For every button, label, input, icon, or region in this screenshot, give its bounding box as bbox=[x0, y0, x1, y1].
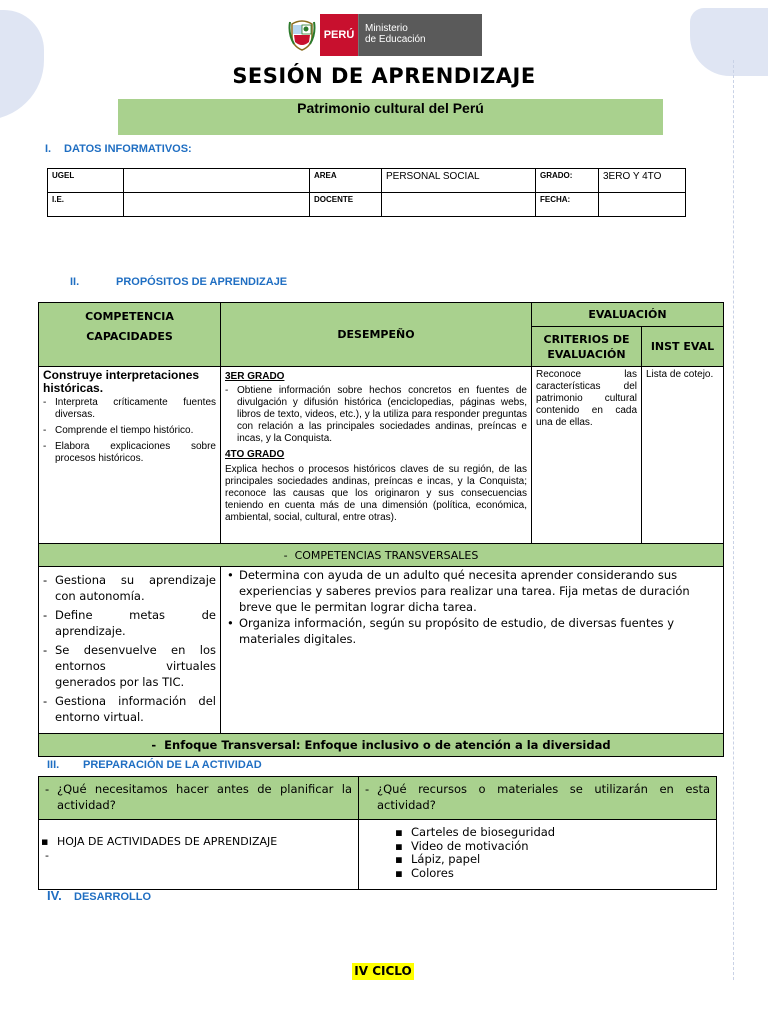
fecha-label: FECHA: bbox=[536, 193, 599, 217]
ugel-label: UGEL bbox=[48, 169, 124, 193]
transversales-right-cell bbox=[221, 567, 724, 734]
section-number: III. bbox=[47, 759, 60, 771]
header-evaluacion: EVALUACIÓN bbox=[532, 303, 724, 327]
desempeno-cell bbox=[221, 367, 532, 544]
header-criterios: CRITERIOS DE EVALUACIÓN bbox=[532, 327, 642, 367]
grado3-label: 3ER GRADO bbox=[225, 371, 285, 382]
question-2-text: - ¿Qué recursos o materiales se utilizarán en esta actividad? bbox=[365, 781, 710, 813]
logo-country-label: PERÚ bbox=[320, 14, 358, 56]
answer-1-dash: - bbox=[45, 849, 49, 862]
ie-label: I.E. bbox=[48, 193, 124, 217]
section-number: IV. bbox=[47, 888, 62, 903]
transversal-desempeno-item: • Determina con ayuda de un adulto qué necesita aprender considerando sus experiencias y saberes previos para realizar una tarea. Fija metas de duración breve que le permitan lograr dicha tarea. bbox=[225, 567, 719, 615]
header-desempeno: DESEMPEÑO bbox=[221, 303, 532, 367]
coat-of-arms-icon bbox=[284, 14, 320, 56]
capacidad-item: - Interpreta críticamente fuentes diversas. bbox=[43, 397, 216, 421]
section-heading-preparacion bbox=[47, 759, 262, 771]
transversal-item: - Se desenvuelve en los entornos virtuales generados por las TIC. bbox=[43, 642, 216, 690]
competencia-title: Construye interpretaciones históricas. bbox=[43, 368, 200, 395]
grado3-list bbox=[225, 385, 527, 445]
grado-label: GRADO: bbox=[536, 169, 599, 193]
question-1-text: - ¿Qué necesitamos hacer antes de planificar la actividad? bbox=[45, 781, 352, 813]
criterio-cell: Reconoce las características del patrimonio cultural contenido en cada una de ellas. bbox=[532, 367, 642, 544]
transversal-item: - Gestiona información del entorno virtual. bbox=[43, 693, 216, 725]
logo-ministry-line1: Ministerio bbox=[365, 23, 408, 34]
ie-value[interactable] bbox=[124, 193, 310, 217]
area-value[interactable]: PERSONAL SOCIAL bbox=[382, 169, 536, 193]
capacidad-item: - Elabora explicaciones sobre procesos históricos. bbox=[43, 441, 216, 465]
section-title: DESARROLLO bbox=[74, 891, 151, 903]
transversales-left-cell bbox=[39, 567, 221, 734]
grado4-label: 4TO GRADO bbox=[225, 449, 285, 460]
header-capacidades-label: CAPACIDADES bbox=[86, 330, 173, 343]
header-competencia bbox=[39, 303, 221, 367]
grado3-text: - Obtiene información sobre hechos concretos en fuentes de divulgación y difusión histórica (enciclopedias, páginas webs, libros de texto, videos, etc.), y la utiliza para responder preguntas con relación a las principales sociedades andinas, preíncas e incas, y la Conquista. bbox=[225, 385, 527, 445]
transversales-title: COMPETENCIAS TRANSVERSALES bbox=[294, 548, 479, 562]
enfoque-row: - Enfoque Transversal: Enfoque inclusivo o de atención a la diversidad bbox=[39, 734, 724, 757]
logo-ministry-label bbox=[358, 14, 482, 56]
material-item: ▪ Carteles de bioseguridad bbox=[389, 826, 710, 840]
grado4-text: Explica hechos o procesos históricos claves de su región, de las principales sociedades andinas, preíncas e incas, y la Conquista; reconoce las causas que los originaron y sus consecuencias teniendo en cuenta más de una dimensión (política, económica, ambiental, social, cultural, entre otras). bbox=[225, 464, 527, 523]
section-number: II. bbox=[70, 276, 80, 288]
session-topic: Patrimonio cultural del Perú bbox=[118, 99, 663, 135]
capacidad-item: - Comprende el tiempo histórico. bbox=[43, 425, 216, 437]
transversales-desempenos-list bbox=[225, 567, 719, 647]
area-label: AREA bbox=[310, 169, 382, 193]
header-competencia-label: COMPETENCIA bbox=[85, 310, 174, 323]
preparacion-answer-1 bbox=[39, 820, 359, 890]
material-item: ▪ Video de motivación bbox=[389, 840, 710, 854]
section-number: I. bbox=[45, 143, 52, 155]
preparacion-answer-2 bbox=[359, 820, 717, 890]
minedu-logo bbox=[284, 14, 482, 56]
preparacion-question-1 bbox=[39, 777, 359, 820]
fecha-value[interactable] bbox=[599, 193, 686, 217]
material-item: ▪ Colores bbox=[389, 867, 710, 881]
section-title: DATOS INFORMATIVOS: bbox=[64, 143, 192, 155]
enfoque-text: Enfoque Transversal: Enfoque inclusivo o de atención a la diversidad bbox=[164, 738, 611, 752]
transversales-capacidades-list bbox=[43, 572, 216, 725]
transversal-item: - Define metas de aprendizaje. bbox=[43, 607, 216, 639]
margin-guide-line bbox=[733, 60, 734, 980]
section-title: PREPARACIÓN DE LA ACTIVIDAD bbox=[83, 759, 262, 771]
answer-1-item: ▪ HOJA DE ACTIVIDADES DE APRENDIZAJE bbox=[35, 834, 352, 850]
section-heading-datos bbox=[45, 143, 192, 155]
section-heading-propositos bbox=[70, 276, 287, 288]
grado-value[interactable]: 3ERO Y 4TO bbox=[599, 169, 686, 193]
info-table bbox=[47, 168, 686, 217]
transversal-item: - Gestiona su aprendizaje con autonomía. bbox=[43, 572, 216, 604]
docente-value[interactable] bbox=[382, 193, 536, 217]
transversal-desempeno-item: • Organiza información, según su propósito de estudio, de diversas fuentes y materiales digitales. bbox=[225, 615, 719, 647]
page-title: SESIÓN DE APRENDIZAJE bbox=[232, 64, 536, 88]
propositos-table bbox=[38, 302, 724, 757]
section-title: PROPÓSITOS DE APRENDIZAJE bbox=[116, 276, 288, 288]
preparacion-table bbox=[38, 776, 717, 890]
capacidades-list bbox=[43, 397, 216, 465]
competencia-cell bbox=[39, 367, 221, 544]
material-item: ▪ Lápiz, papel bbox=[389, 853, 710, 867]
preparacion-question-2 bbox=[359, 777, 717, 820]
transversales-header: - COMPETENCIAS TRANSVERSALES bbox=[39, 544, 724, 567]
ciclo-label: IV CICLO bbox=[352, 963, 414, 980]
section-heading-desarrollo bbox=[47, 888, 151, 903]
docente-label: DOCENTE bbox=[310, 193, 382, 217]
header-inst-eval: INST EVAL bbox=[642, 327, 724, 367]
ugel-value[interactable] bbox=[124, 169, 310, 193]
logo-ministry-line2: de Educación bbox=[365, 34, 426, 45]
instrumento-cell: Lista de cotejo. bbox=[642, 367, 724, 544]
